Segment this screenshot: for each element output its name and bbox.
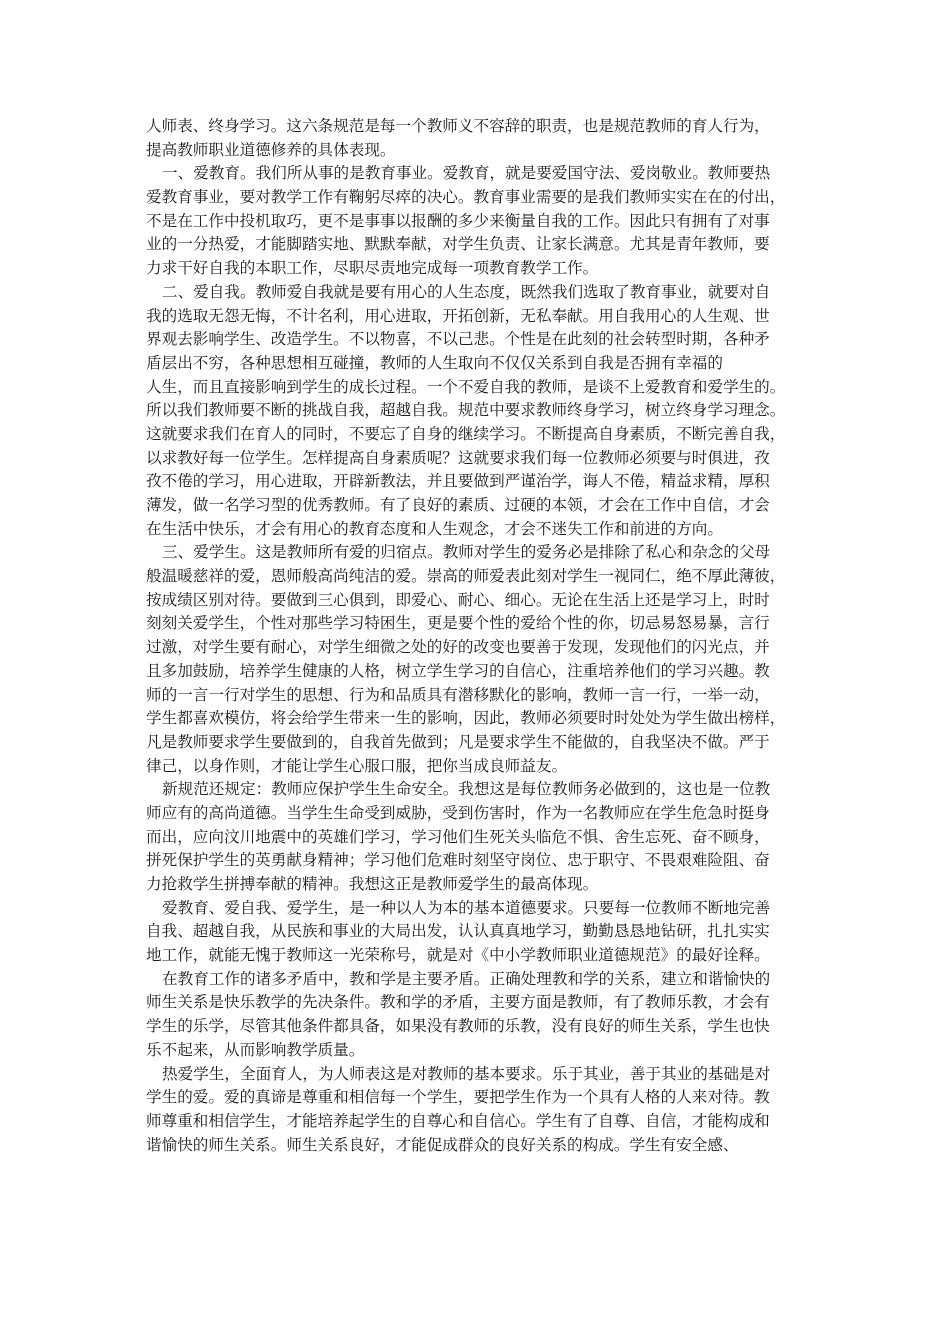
- text-line: 师尊重和相信学生，才能培养起学生的自尊心和自信心。学生有了自尊、自信，才能构成和: [146, 1111, 770, 1130]
- text-line: 盾层出不穷，各种思想相互碰撞，教师的人生取向不仅仅关系到自我是否拥有幸福的: [146, 353, 723, 372]
- text-line: 学生的乐学，尽管其他条件都具备，如果没有教师的乐教，没有良好的师生关系，学生也快: [146, 1017, 770, 1036]
- text-line: 师生关系是快乐教学的先决条件。教和学的矛盾，主要方面是教师，有了教师乐教，才会有: [146, 993, 770, 1012]
- text-line: 爱教育、爱自我、爱学生，是一种以人为本的基本道德要求。只要每一位教师不断地完善: [162, 898, 771, 917]
- text-line: 学生都喜欢模仿，将会给学生带来一生的影响，因此，教师必须要时时处处为学生做出榜样，: [146, 709, 786, 728]
- text-line: 师的一言一行对学生的思想、行为和品质具有潜移默化的影响，教师一言一行，一举一动，: [146, 685, 770, 704]
- text-line: 地工作，就能无愧于教师这一光荣称号，就是对《中小学教师职业道德规范》的最好诠释。: [146, 946, 770, 965]
- text-line: 在教育工作的诸多矛盾中，教和学是主要矛盾。正确处理教和学的关系，建立和谐愉快的: [162, 969, 771, 988]
- text-line: 界观去影响学生、改造学生。不以物喜，不以己悲。个性是在此刻的社会转型时期，各种矛: [146, 330, 770, 349]
- text-line: 我的选取无怨无悔，不计名利，用心进取，开拓创新，无私奉献。用自我用心的人生观、世: [146, 306, 770, 325]
- text-line: 二、爱自我。教师爱自我就是要有用心的人生态度，既然我们选取了教育事业，就要对自: [162, 282, 771, 301]
- text-line: 在生活中快乐，才会有用心的教育态度和人生观念，才会不迷失工作和前进的方向。: [146, 519, 723, 538]
- text-line: 人生，而且直接影响到学生的成长过程。一个不爱自我的教师，是谈不上爱教育和爱学生的。: [146, 377, 786, 396]
- text-line: 学生的爱。爱的真谛是尊重和相信每一个学生，要把学生作为一个具有人格的人来对待。教: [146, 1088, 770, 1107]
- text-line: 刻刻关爱学生，个性对那些学习特困生，更是要个性的爱给个性的你，切忌易怒易暴，言行: [146, 614, 770, 633]
- text-line: 提高教师职业道德修养的具体表现。: [146, 140, 396, 159]
- text-line: 且多加鼓励，培养学生健康的人格，树立学生学习的自信心，注重培养他们的学习兴趣。教: [146, 661, 770, 680]
- text-line: 热爱学生，全面育人，为人师表这是对教师的基本要求。乐于其业，善于其业的基础是对: [162, 1064, 771, 1083]
- text-line: 般温暖慈祥的爱，恩师般高尚纯洁的爱。崇高的师爱表此刻对学生一视同仁，绝不厚此薄彼，: [146, 567, 786, 586]
- text-line: 一、爱教育。我们所从事的是教育事业。爱教育，就是要爱国守法、爱岗敬业。教师要热: [162, 164, 771, 183]
- text-line: 业的一分热爱，才能脚踏实地、默默奉献，对学生负责、让家长满意。尤其是青年教师，要: [146, 235, 770, 254]
- text-line: 拼死保护学生的英勇献身精神；学习他们危难时刻坚守岗位、忠于职守、不畏艰难险阻、奋: [146, 851, 770, 870]
- text-line: 自我、超越自我，从民族和事业的大局出发，认认真真地学习，勤勤恳恳地钻研，扎扎实实: [146, 922, 770, 941]
- text-line: 爱教育事业，要对教学工作有鞠躬尽瘁的决心。教育事业需要的是我们教师实实在在的付出，: [146, 188, 786, 207]
- text-line: 过激，对学生要有耐心，对学生细微之处的好的改变也要善于发现，发现他们的闪光点，并: [146, 638, 770, 657]
- text-line: 按成绩区别对待。要做到三心俱到，即爱心、耐心、细心。无论在生活上还是学习上，时时: [146, 590, 770, 609]
- text-line: 新规范还规定：教师应保护学生生命安全。我想这是每位教师务必做到的，这也是一位教: [162, 780, 771, 799]
- text-line: 凡是教师要求学生要做到的，自我首先做到；凡是要求学生不能做的，自我坚决不做。严于: [146, 732, 770, 751]
- text-line: 力抢救学生拼搏奉献的精神。我想这正是教师爱学生的最高体现。: [146, 875, 599, 893]
- text-line: 乐不起来，从而影响教学质量。: [146, 1040, 365, 1059]
- text-line: 以求教好每一位学生。怎样提高自身素质呢？这就要求我们每一位教师必须要与时俱进，孜: [146, 448, 770, 467]
- text-line: 力求干好自我的本职工作，尽职尽责地完成每一项教育教学工作。: [146, 259, 599, 278]
- text-line: 律己，以身作则，才能让学生心服口服，把你当成良师益友。: [146, 756, 568, 775]
- text-line: 三、爱学生。这是教师所有爱的归宿点。教师对学生的爱务必是排除了私心和杂念的父母: [162, 543, 771, 562]
- text-line: 薄发，做一名学习型的优秀教师。有了良好的素质、过硬的本领，才会在工作中自信，才会: [146, 496, 770, 514]
- text-line: 这就要求我们在育人的同时，不要忘了自身的继续学习。不断提高自身素质，不断完善自我，: [146, 424, 786, 443]
- text-line: 谐愉快的师生关系。师生关系良好，才能促成群众的良好关系的构成。学生有安全感、: [146, 1135, 739, 1154]
- text-line: 所以我们教师要不断的挑战自我，超越自我。规范中要求教师终身学习，树立终身学习理念。: [146, 401, 786, 420]
- text-line: 人师表、终身学习。这六条规范是每一个教师义不容辞的职责，也是规范教师的育人行为，: [146, 117, 770, 135]
- text-line: 孜不倦的学习，用心进取，开辟新教法，并且要做到严谨治学，诲人不倦，精益求精，厚积: [146, 472, 770, 491]
- text-line: 而出，应向汶川地震中的英雄们学习，学习他们生死关头临危不惧、舍生忘死、奋不顾身，: [146, 827, 770, 846]
- text-line: 师应有的高尚道德。当学生生命受到威胁，受到伤害时，作为一名教师应在学生危急时挺身: [146, 803, 770, 822]
- body-text: [146, 115, 806, 1157]
- text-line: 不是在工作中投机取巧，更不是事事以报酬的多少来衡量自我的工作。因此只有拥有了对事: [146, 211, 770, 230]
